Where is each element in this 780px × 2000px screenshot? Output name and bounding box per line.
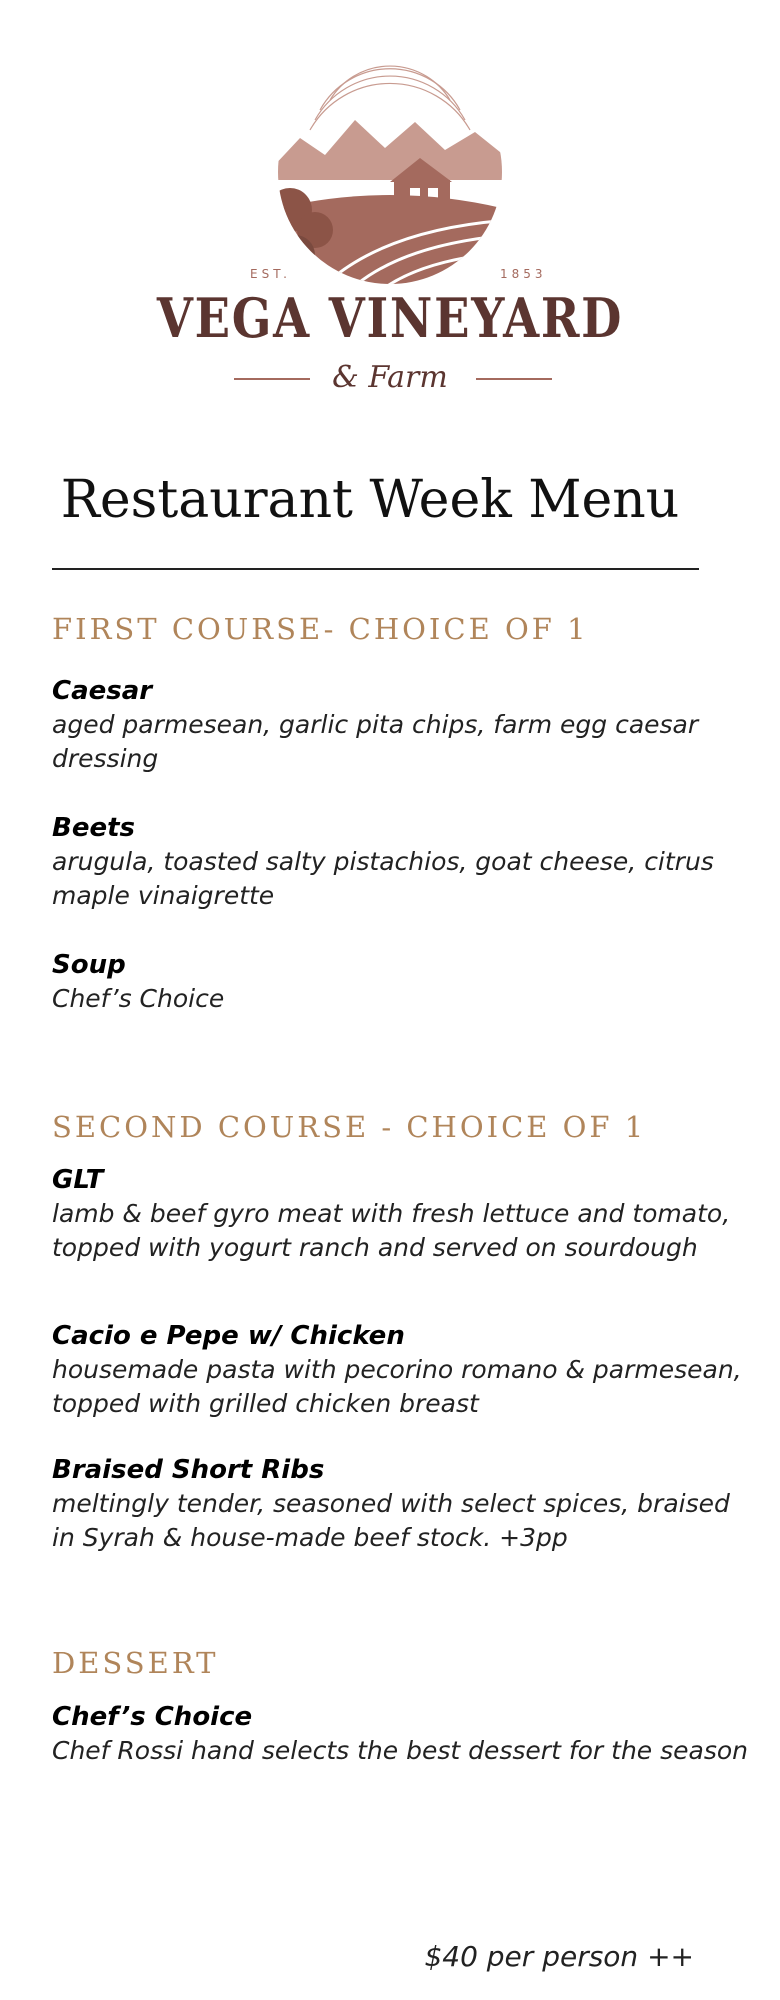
- menu-item-description: Chef Rossi hand selects the best dessert for the season: [52, 1736, 749, 1765]
- section-heading-dessert: DESSERT: [52, 1646, 219, 1680]
- brand-subtitle: & Farm: [332, 360, 448, 395]
- menu-item-name: Chef’s Choice: [52, 1702, 253, 1732]
- menu-item-description: housemade pasta with pecorino romano & parmesean, topped with grilled chicken breast: [52, 1355, 742, 1418]
- brand-subtitle-row: [0, 360, 780, 400]
- price-per-person: $40 per person ++: [424, 1940, 694, 1973]
- page-title: Restaurant Week Menu: [60, 470, 680, 530]
- vineyard-barn-illustration-icon: [270, 60, 510, 290]
- divider: [476, 378, 552, 380]
- menu-item-description: Chef’s Choice: [52, 984, 225, 1013]
- logo: [0, 60, 780, 400]
- menu-item-name: Cacio e Pepe w/ Chicken: [52, 1321, 405, 1351]
- section-heading-first-course: FIRST COURSE- CHOICE OF 1: [52, 612, 589, 646]
- section-heading-second-course: SECOND COURSE - CHOICE OF 1: [52, 1110, 647, 1144]
- menu-item-description: aged parmesean, garlic pita chips, farm egg caesar dressing: [52, 710, 699, 773]
- menu-item-name: Braised Short Ribs: [52, 1455, 325, 1485]
- divider: [52, 568, 699, 570]
- menu-item-name: Beets: [52, 813, 135, 843]
- menu-item-name: Soup: [52, 950, 126, 980]
- menu-item-description: lamb & beef gyro meat with fresh lettuce and tomato, topped with yogurt ranch and served on sourdough: [52, 1199, 731, 1262]
- est-year: 1853: [500, 267, 547, 281]
- menu-item-description: arugula, toasted salty pistachios, goat cheese, citrus maple vinaigrette: [52, 847, 714, 910]
- menu-item-name: Caesar: [52, 676, 153, 706]
- menu-item-description: meltingly tender, seasoned with select spices, braised in Syrah & house-made beef stock. +3pp: [52, 1489, 730, 1552]
- est-label: EST.: [250, 267, 291, 281]
- brand-name: VEGA VINEYARD: [156, 286, 624, 350]
- menu-item-name: GLT: [52, 1165, 104, 1195]
